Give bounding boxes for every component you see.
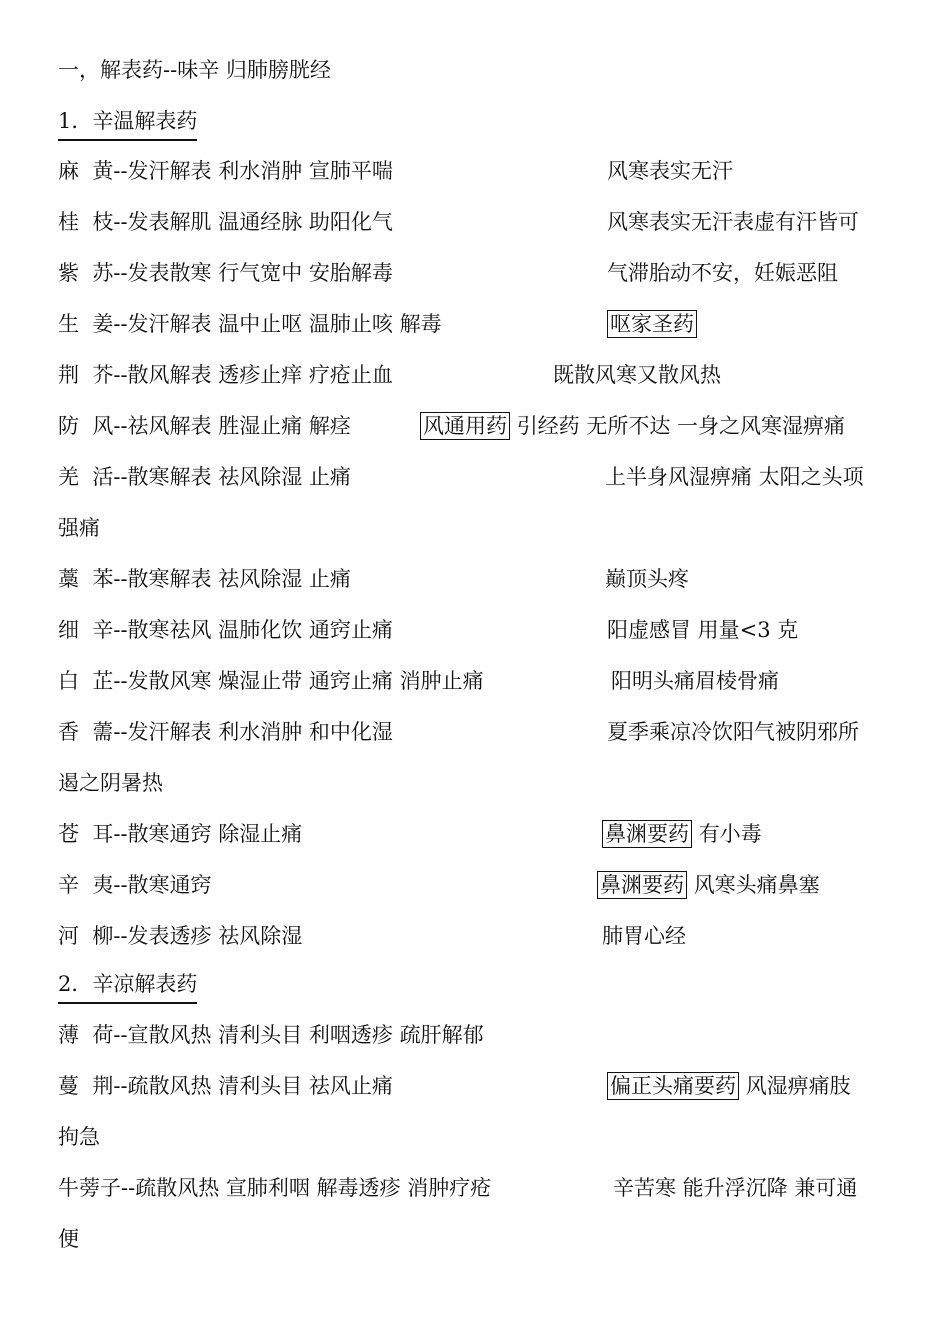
herb-effect: --疏散风热 宣肺利咽 解毒透疹 消肿疗疮	[121, 1176, 492, 1200]
note-after: 风寒头痛鼻塞	[693, 873, 820, 897]
herb-effect: --散寒解表 祛风除湿 止痛	[113, 465, 351, 489]
herb-name: 紫 苏	[58, 261, 114, 285]
herb-effect: --散寒通窍 除湿止痛	[113, 822, 303, 846]
herb-name: 羌 活	[58, 465, 114, 489]
herb-note: 阳虚感冒 用量<3 克	[607, 618, 799, 642]
herb-note-wrap: 便	[58, 1227, 79, 1251]
herb-note	[607, 310, 697, 338]
boxed-note: 鼻渊要药	[597, 871, 687, 899]
herb-effect: --发汗解表 利水消肿 和中化湿	[113, 720, 393, 744]
herb-line	[58, 157, 393, 185]
herb-line	[58, 310, 442, 338]
note-after: 引经药 无所不达 一身之风寒湿痹痛	[516, 414, 846, 438]
herb-line	[58, 820, 302, 848]
herb-note	[602, 820, 762, 848]
chapter-heading: 一，解表药--味辛 归肺膀胱经	[58, 58, 331, 82]
herb-line	[58, 871, 212, 899]
herb-name: 牛蒡子	[58, 1176, 121, 1200]
herb-name: 辛 夷	[58, 873, 114, 897]
section-title-cool: 2．辛凉解表药	[58, 970, 197, 1004]
herb-note	[420, 412, 845, 440]
herb-effect: --发表解肌 温通经脉 助阳化气	[113, 210, 393, 234]
herb-name: 香 薷	[58, 720, 114, 744]
boxed-note: 风通用药	[420, 412, 510, 440]
herb-line	[58, 412, 351, 440]
herb-name: 桂 枝	[58, 210, 114, 234]
herb-note: 风寒表实无汗	[607, 159, 733, 183]
herb-effect: --散风解表 透疹止痒 疗疮止血	[113, 363, 393, 387]
herb-line	[58, 565, 351, 593]
note-after: 风湿痹痛肢	[745, 1074, 851, 1098]
herb-line	[58, 361, 393, 389]
herb-effect: --散寒通窍	[113, 873, 212, 897]
note-after: 有小毒	[698, 822, 762, 846]
herb-effect: --发表透疹 祛风除湿	[113, 924, 303, 948]
herb-note: 阳明头痛眉棱骨痛	[611, 669, 779, 693]
herb-name: 藁 苯	[58, 567, 114, 591]
herb-effect: --发散风寒 燥湿止带 通窍止痛 消肿止痛	[113, 669, 484, 693]
herb-line	[58, 1021, 484, 1049]
boxed-note: 呕家圣药	[607, 310, 697, 338]
herb-note-wrap: 强痛	[58, 516, 100, 540]
herb-line	[58, 208, 393, 236]
herb-note-wrap: 遏之阴暑热	[58, 771, 163, 795]
herb-line	[58, 667, 484, 695]
herb-note	[607, 1072, 851, 1100]
herb-effect: --发汗解表 温中止呕 温肺止咳 解毒	[113, 312, 442, 336]
herb-name: 白 芷	[58, 669, 114, 693]
herb-name: 苍 耳	[58, 822, 114, 846]
herb-note: 上半身风湿痹痛 太阳之头项	[605, 465, 864, 489]
herb-note: 夏季乘凉冷饮阳气被阴邪所	[607, 720, 859, 744]
herb-name: 荆 芥	[58, 363, 114, 387]
herb-line	[58, 1174, 491, 1202]
herb-effect: --宣散风热 清利头目 利咽透疹 疏肝解郁	[113, 1023, 484, 1047]
herb-name: 麻 黄	[58, 159, 114, 183]
herb-name: 细 辛	[58, 618, 114, 642]
herb-line	[58, 616, 393, 644]
herb-effect: --散寒解表 祛风除湿 止痛	[113, 567, 351, 591]
herb-name: 河 柳	[58, 924, 114, 948]
herb-line	[58, 259, 393, 287]
herb-line	[58, 718, 393, 746]
herb-name: 防 风	[58, 414, 114, 438]
herb-name: 蔓 荆	[58, 1074, 114, 1098]
herb-note: 气滞胎动不安，妊娠恶阻	[607, 261, 838, 285]
herb-name: 薄 荷	[58, 1023, 114, 1047]
herb-effect: --祛风解表 胜湿止痛 解痉	[113, 414, 351, 438]
boxed-note: 偏正头痛要药	[607, 1072, 739, 1100]
herb-effect: --发汗解表 利水消肿 宣肺平喘	[113, 159, 393, 183]
herb-note-wrap: 拘急	[58, 1125, 100, 1149]
herb-line	[58, 463, 351, 491]
herb-note: 肺胃心经	[602, 924, 686, 948]
herb-line	[58, 1072, 393, 1100]
herb-note: 巅顶头疼	[605, 567, 689, 591]
section-title-warm: 1．辛温解表药	[58, 107, 197, 141]
herb-note: 既散风寒又散风热	[553, 363, 721, 387]
boxed-note: 鼻渊要药	[602, 820, 692, 848]
herb-note: 辛苦寒 能升浮沉降 兼可通	[613, 1176, 858, 1200]
herb-line	[58, 922, 302, 950]
herb-note	[597, 871, 820, 899]
herb-effect: --发表散寒 行气宽中 安胎解毒	[113, 261, 393, 285]
herb-effect: --疏散风热 清利头目 祛风止痛	[113, 1074, 393, 1098]
herb-effect: --散寒祛风 温肺化饮 通窍止痛	[113, 618, 393, 642]
herb-note: 风寒表实无汗表虚有汗皆可	[607, 210, 859, 234]
herb-name: 生 姜	[58, 312, 114, 336]
